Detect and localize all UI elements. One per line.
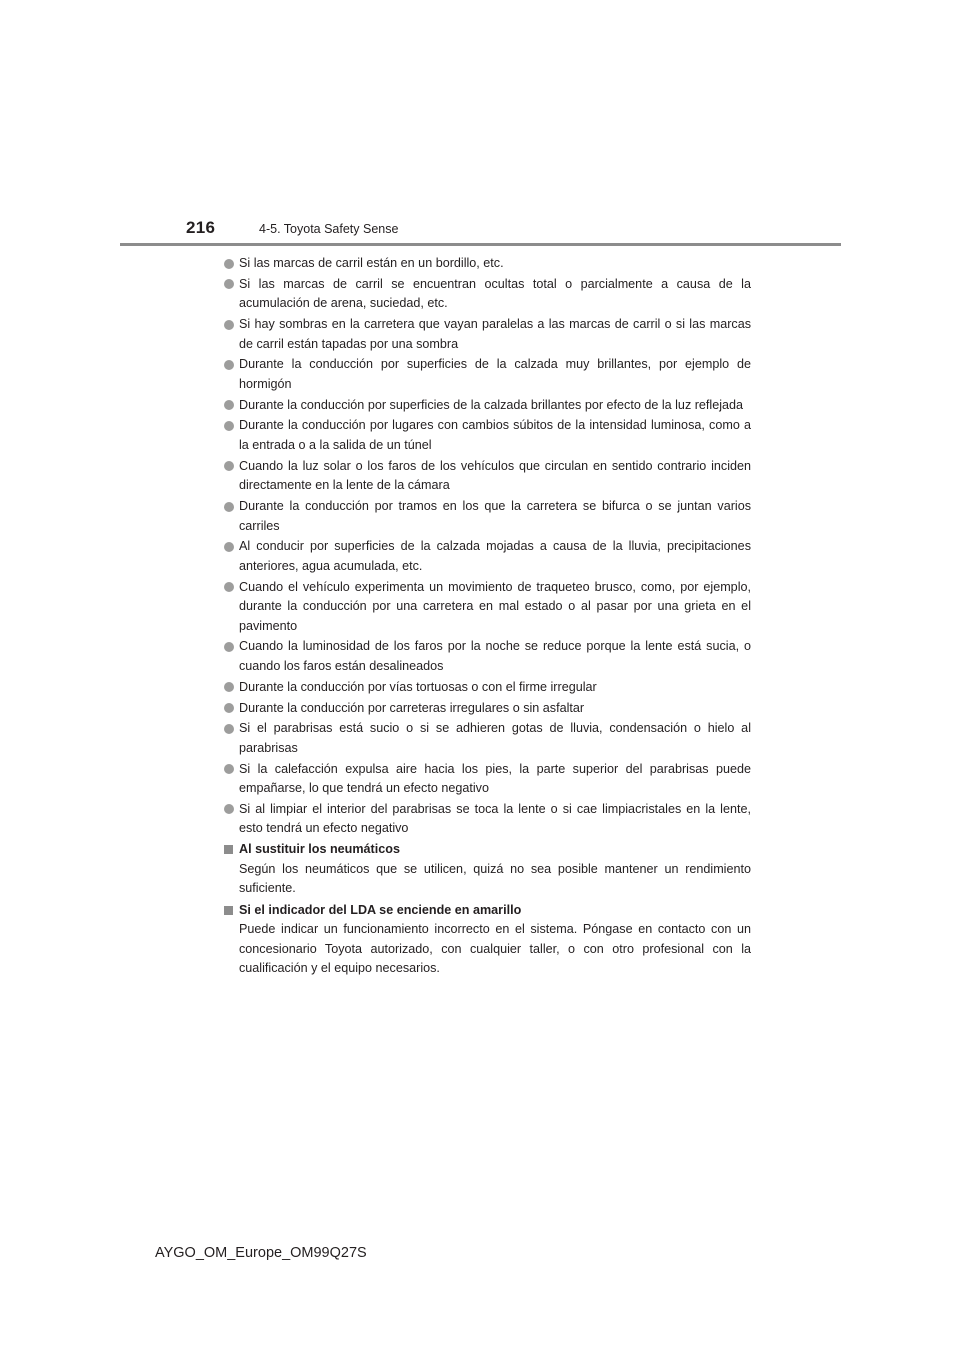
document-code: AYGO_OM_Europe_OM99Q27S <box>155 1245 367 1261</box>
list-item <box>222 254 751 274</box>
lda-indicator-section <box>222 901 751 979</box>
list-item-text: Si la calefacción expulsa aire hacia los pies, la parte superior del parabrisas puede empañarse, lo que tendrá un efecto negativo <box>239 761 751 796</box>
bullet-dot-icon <box>224 360 234 370</box>
list-item <box>222 760 751 799</box>
page-content <box>222 254 751 981</box>
list-item <box>222 457 751 496</box>
list-item <box>222 578 751 637</box>
list-item-text: Si hay sombras en la carretera que vayan paralelas a las marcas de carril o si las marcas de carril están tapadas por una sombra <box>239 317 751 351</box>
list-item-text: Cuando el vehículo experimenta un movimiento de traqueteo brusco, como, por ejemplo, durante la conducción por una carretera en mal estado o al pasar por una grieta en el pavimento <box>239 579 751 633</box>
list-item <box>222 537 751 576</box>
list-item <box>222 699 751 719</box>
list-item-text: Cuando la luminosidad de los faros por la noche se reduce porque la lente está sucia, o cuando los faros están desalineados <box>239 639 751 673</box>
list-item-text: Durante la conducción por vías tortuosas o con el firme irregular <box>239 679 597 694</box>
bullet-dot-icon <box>224 400 234 410</box>
tire-replacement-section <box>222 840 751 899</box>
list-item-text: Durante la conducción por lugares con cambios súbitos de la intensidad luminosa, como a la entrada o a la salida de un túnel <box>239 418 751 452</box>
list-item <box>222 637 751 676</box>
header-divider <box>120 243 841 246</box>
bullet-dot-icon <box>224 642 234 652</box>
list-item <box>222 275 751 314</box>
bullet-dot-icon <box>224 421 234 431</box>
list-item <box>222 396 751 416</box>
list-item-text: Si las marcas de carril están en un bordillo, etc. <box>239 256 504 270</box>
list-item <box>222 678 751 698</box>
list-item-text: Al conducir por superficies de la calzada mojadas a causa de la lluvia, precipitaciones anteriores, agua acumulada, etc. <box>239 539 751 573</box>
list-item-text: Durante la conducción por superficies de la calzada brillantes por efecto de la luz reflejada <box>239 397 744 412</box>
bullet-dot-icon <box>224 724 234 734</box>
bullet-dot-icon <box>224 542 234 552</box>
list-item-text: Durante la conducción por tramos en los que la carretera se bifurca o se juntan varios carriles <box>239 499 751 533</box>
bullet-dot-icon <box>224 279 234 289</box>
section-title: 4-5. Toyota Safety Sense <box>259 222 399 236</box>
bullet-dot-icon <box>224 764 234 774</box>
conditions-bullet-list <box>222 254 751 839</box>
list-item <box>222 719 751 758</box>
square-bullet-icon <box>224 906 233 915</box>
bullet-dot-icon <box>224 804 234 814</box>
section-heading: Al sustituir los neumáticos <box>239 842 400 857</box>
page-number: 216 <box>186 218 216 237</box>
list-item-text: Durante la conducción por superficies de la calzada muy brillantes, por ejemplo de hormigón <box>239 357 751 391</box>
list-item-text: Si el parabrisas está sucio o si se adhieren gotas de lluvia, condensación o hielo al parabrisas <box>239 721 751 755</box>
square-bullet-icon <box>224 845 233 854</box>
bullet-dot-icon <box>224 682 234 692</box>
section-heading: Si el indicador del LDA se enciende en amarillo <box>239 902 522 917</box>
section-body: Según los neumáticos que se utilicen, quizá no sea posible mantener un rendimiento suficiente. <box>239 861 751 896</box>
bullet-dot-icon <box>224 461 234 471</box>
list-item-text: Cuando la luz solar o los faros de los vehículos que circulan en sentido contrario inciden directamente en la lente de la cámara <box>239 458 751 493</box>
bullet-dot-icon <box>224 502 234 512</box>
list-item <box>222 355 751 394</box>
section-body: Puede indicar un funcionamiento incorrecto en el sistema. Póngase en contacto con un concesionario Toyota autorizado, con cualquier taller, o con otro profesional con la cualificación y el equipo necesarios. <box>239 922 751 976</box>
bullet-dot-icon <box>224 582 234 592</box>
list-item <box>222 800 751 839</box>
list-item-text: Si al limpiar el interior del parabrisas se toca la lente o si cae limpiacristales en la lente, esto tendrá un efecto negativo <box>239 801 751 836</box>
list-item-text: Si las marcas de carril se encuentran ocultas total o parcialmente a causa de la acumulación de arena, suciedad, etc. <box>239 276 751 311</box>
list-item <box>222 497 751 536</box>
list-item <box>222 315 751 354</box>
list-item-text: Durante la conducción por carreteras irregulares o sin asfaltar <box>239 700 585 715</box>
list-item <box>222 416 751 455</box>
bullet-dot-icon <box>224 259 234 269</box>
bullet-dot-icon <box>224 320 234 330</box>
bullet-dot-icon <box>224 703 234 713</box>
